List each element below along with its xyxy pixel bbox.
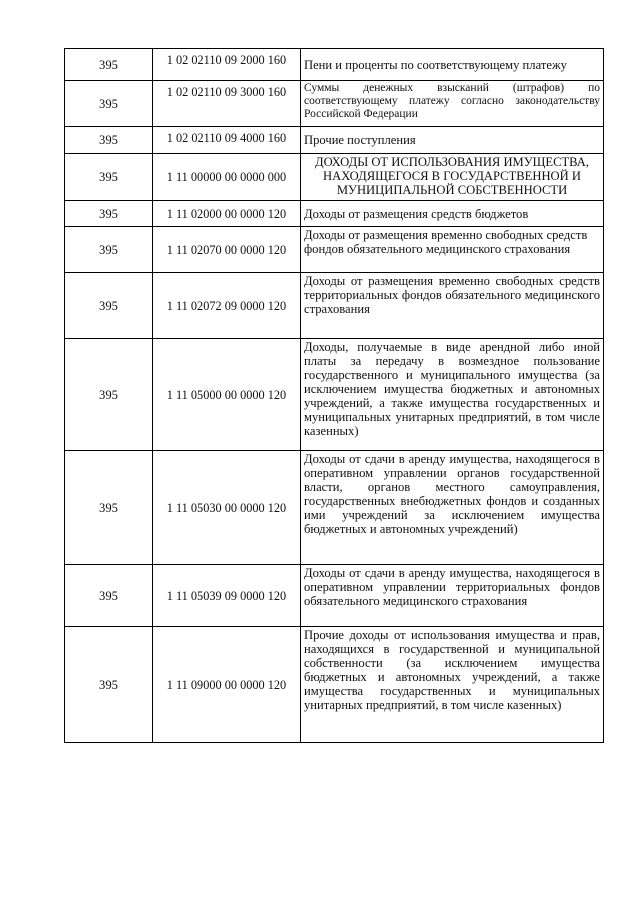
kbk-code-cell: 1 11 02072 09 0000 120 [153,273,301,339]
admin-code-cell: 395 [65,627,153,743]
table-row [65,627,604,743]
table-row [65,127,604,154]
kbk-code-cell: 1 02 02110 09 3000 160 [153,81,301,127]
revenue-name-cell: ДОХОДЫ ОТ ИСПОЛЬЗОВАНИЯ ИМУЩЕСТВА, НАХОДЯЩЕГОСЯ В ГОСУДАРСТВЕННОЙ И МУНИЦИПАЛЬНОЙ СОБСТВЕННОСТИ [301,154,604,201]
kbk-code-cell: 1 11 00000 00 0000 000 [153,154,301,201]
revenue-name-cell: Пени и проценты по соответствующему платежу [301,49,604,81]
revenue-name-cell: Суммы денежных взысканий (штрафов) по соответствующему платежу согласно законодательству Российской Федерации [301,81,604,127]
revenue-name-cell: Прочие поступления [301,127,604,154]
admin-code-cell: 395 [65,81,153,127]
table-row [65,49,604,81]
kbk-code-cell: 1 11 09000 00 0000 120 [153,627,301,743]
admin-code-cell: 395 [65,201,153,227]
admin-code-cell: 395 [65,49,153,81]
kbk-code-cell: 1 02 02110 09 2000 160 [153,49,301,81]
revenue-codes-table [64,48,604,743]
table-row [65,339,604,451]
table-row [65,201,604,227]
revenue-name-cell: Доходы от сдачи в аренду имущества, находящегося в оперативном управлении территориальных фондов обязательного медицинского страхования [301,565,604,627]
revenue-name-cell: Доходы от сдачи в аренду имущества, находящегося в оперативном управлении органов государственной власти, органов местного самоуправления, государственных внебюджетных фондов и созданных ими учреждений за исключением имущества бюджетных и автономных учреждений) [301,451,604,565]
admin-code-cell: 395 [65,127,153,154]
admin-code-cell: 395 [65,154,153,201]
kbk-code-cell: 1 11 05039 09 0000 120 [153,565,301,627]
kbk-code-cell: 1 11 05030 00 0000 120 [153,451,301,565]
table-row [65,81,604,127]
revenue-name-cell: Доходы от размещения временно свободных средств фондов обязательного медицинского страхования [301,227,604,273]
table-row [65,154,604,201]
admin-code-cell: 395 [65,451,153,565]
table-row [65,451,604,565]
kbk-code-cell: 1 11 05000 00 0000 120 [153,339,301,451]
admin-code-cell: 395 [65,339,153,451]
revenue-name-cell: Доходы от размещения средств бюджетов [301,201,604,227]
revenue-name-cell: Доходы, получаемые в виде арендной либо иной платы за передачу в возмездное пользование государственного и муниципального имущества (за исключением имущества бюджетных и автономных учреждений, а также имущества государственных и муниципальных унитарных предприятий, в том числе казенных) [301,339,604,451]
kbk-code-cell: 1 11 02000 00 0000 120 [153,201,301,227]
table-row [65,227,604,273]
table-row [65,273,604,339]
kbk-code-cell: 1 11 02070 00 0000 120 [153,227,301,273]
admin-code-cell: 395 [65,227,153,273]
admin-code-cell: 395 [65,273,153,339]
table-row [65,565,604,627]
revenue-name-cell: Доходы от размещения временно свободных средств территориальных фондов обязательного медицинского страхования [301,273,604,339]
kbk-code-cell: 1 02 02110 09 4000 160 [153,127,301,154]
revenue-name-cell: Прочие доходы от использования имущества и прав, находящихся в государственной и муниципальной собственности (за исключением имущества бюджетных и автономных учреждений, а также имущества государственных и муниципальных унитарных предприятий, в том числе казенных) [301,627,604,743]
admin-code-cell: 395 [65,565,153,627]
